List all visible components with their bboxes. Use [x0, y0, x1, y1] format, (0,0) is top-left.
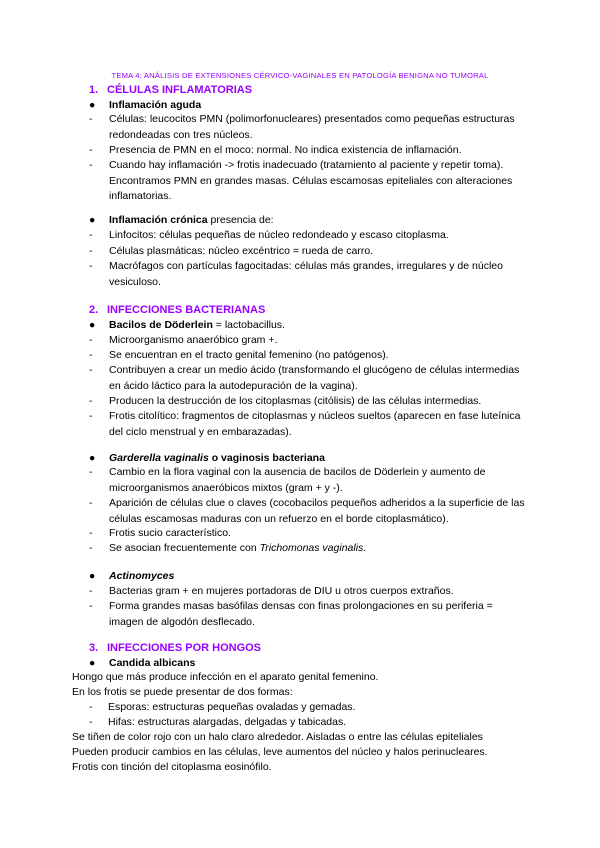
list-item: - Linfocitos: células pequeñas de núcleo redondeado y escaso citoplasma.: [89, 229, 449, 241]
section-heading-hongos: [89, 642, 261, 654]
paragraph-line: Pueden producir cambios en las células, leve aumentos del núcleo y halos perinucleares.: [72, 746, 488, 758]
bullet-inflamacion-aguda: [89, 99, 201, 111]
section-number: 1.: [89, 84, 99, 96]
list-item: - Producen la destrucción de los citoplasmas (citólisis) de las células intermedias.: [89, 395, 482, 407]
bullet-label: Actinomyces: [109, 570, 175, 582]
bullet-gardnerella: ● Garderella vaginalis o vaginosis bacteriana: [89, 452, 325, 464]
section-heading-bacterianas: [89, 304, 265, 316]
bullet-dot: ●: [89, 214, 96, 226]
paragraph-line: Frotis con tinción del citoplasma eosinófilo.: [72, 761, 272, 773]
list-item: - Cambio en la flora vaginal con la ausencia de bacilos de Döderlein y aumento de microorganismos anaeróbicos mixtos (gram + y -).: [89, 466, 486, 494]
bullet-label: Inflamación crónica: [109, 214, 208, 226]
section-title: INFECCIONES BACTERIANAS: [107, 304, 266, 316]
list-item: - Contribuyen a crear un medio ácido (transformando el glucógeno de células intermedias en ácido láctico para la autodepuración de la vagina).: [89, 364, 520, 392]
section-heading-inflamatorias: [89, 84, 252, 96]
bullet-label: Inflamación aguda: [109, 99, 202, 111]
list-item: - Forma grandes masas basófilas densas con finas prolongaciones en su periferia = imagen de algodón desflecado.: [89, 600, 493, 628]
list-item: - Microorganismo anaeróbico gram +.: [89, 334, 278, 346]
bullet-actinomyces: [89, 570, 174, 582]
list-item: - Esporas: estructuras pequeñas ovaladas y gemadas.: [89, 701, 356, 713]
list-item: - Macrófagos con partículas fagocitadas: células más grandes, irregulares y de núcleo vesiculoso.: [89, 260, 503, 288]
section-number: 3.: [89, 642, 99, 654]
bullet-dot: ●: [89, 657, 96, 669]
bullet-label-italic: Garderella vaginalis: [109, 452, 209, 464]
list-item: - Aparición de células clue o claves (cocobacilos pequeños adheridos a la superficie de las células escamosas maduras con un refuerzo en el borde citoplasmático).: [89, 497, 525, 525]
bullet-inflamacion-cronica: ● Inflamación crónica presencia de:: [89, 214, 274, 226]
list-item: - Células: leucocitos PMN (polimorfonucleares) presentados como pequeñas estructuras redondeadas con tres núcleos.: [89, 113, 515, 141]
section-number: 2.: [89, 304, 99, 316]
section-title: CÉLULAS INFLAMATORIAS: [107, 84, 253, 96]
bullet-label: Candida albicans: [109, 657, 196, 669]
bullet-doderlein: ● Bacilos de Döderlein = lactobacillus.: [89, 319, 285, 331]
bullet-dot: ●: [89, 570, 96, 582]
list-item: - Presencia de PMN en el moco: normal. No indica existencia de inflamación.: [89, 144, 462, 156]
list-item: - Cuando hay inflamación -> frotis inadecuado (tratamiento al paciente y repetir toma). Encontramos PMN en grandes masas. Células escamosas epiteliales con alteraciones inflamatorias.: [89, 159, 513, 202]
paragraph-line: Se tiñen de color rojo con un halo claro alrededor. Aisladas o entre las células epiteliales: [72, 731, 483, 743]
document-title: TEMA 4: ANÁLISIS DE EXTENSIONES CÉRVICO-VAGINALES EN PATOLOGÍA BENIGNA NO TUMORAL: [111, 71, 489, 80]
bullet-dot: ●: [89, 319, 96, 331]
paragraph-line: En los frotis se puede presentar de dos formas:: [72, 686, 293, 698]
list-item: - Células plasmáticas: núcleo excéntrico = rueda de carro.: [89, 245, 374, 257]
bullet-candida: [89, 657, 195, 669]
list-item: - Frotis citolítico: fragmentos de citoplasmas y núcleos sueltos (aparecen en fase luteínica del ciclo menstrual y en embarazadas).: [89, 410, 521, 438]
bullet-label: Bacilos de Döderlein: [109, 319, 213, 331]
list-item: - Frotis sucio característico.: [89, 527, 231, 539]
list-item: - Se encuentran en el tracto genital femenino (no patógenos).: [89, 349, 389, 361]
bullet-dot: ●: [89, 99, 96, 111]
list-item: - Se asocian frecuentemente con Trichomonas vaginalis.: [89, 542, 367, 554]
bullet-dot: ●: [89, 452, 96, 464]
paragraph-line: Hongo que más produce infección en el aparato genital femenino.: [72, 671, 379, 683]
section-title: INFECCIONES POR HONGOS: [107, 642, 262, 654]
list-item: - Hifas: estructuras alargadas, delgadas y tabicadas.: [89, 716, 347, 728]
list-item: - Bacterias gram + en mujeres portadoras de DIU u otros cuerpos extraños.: [89, 585, 454, 597]
